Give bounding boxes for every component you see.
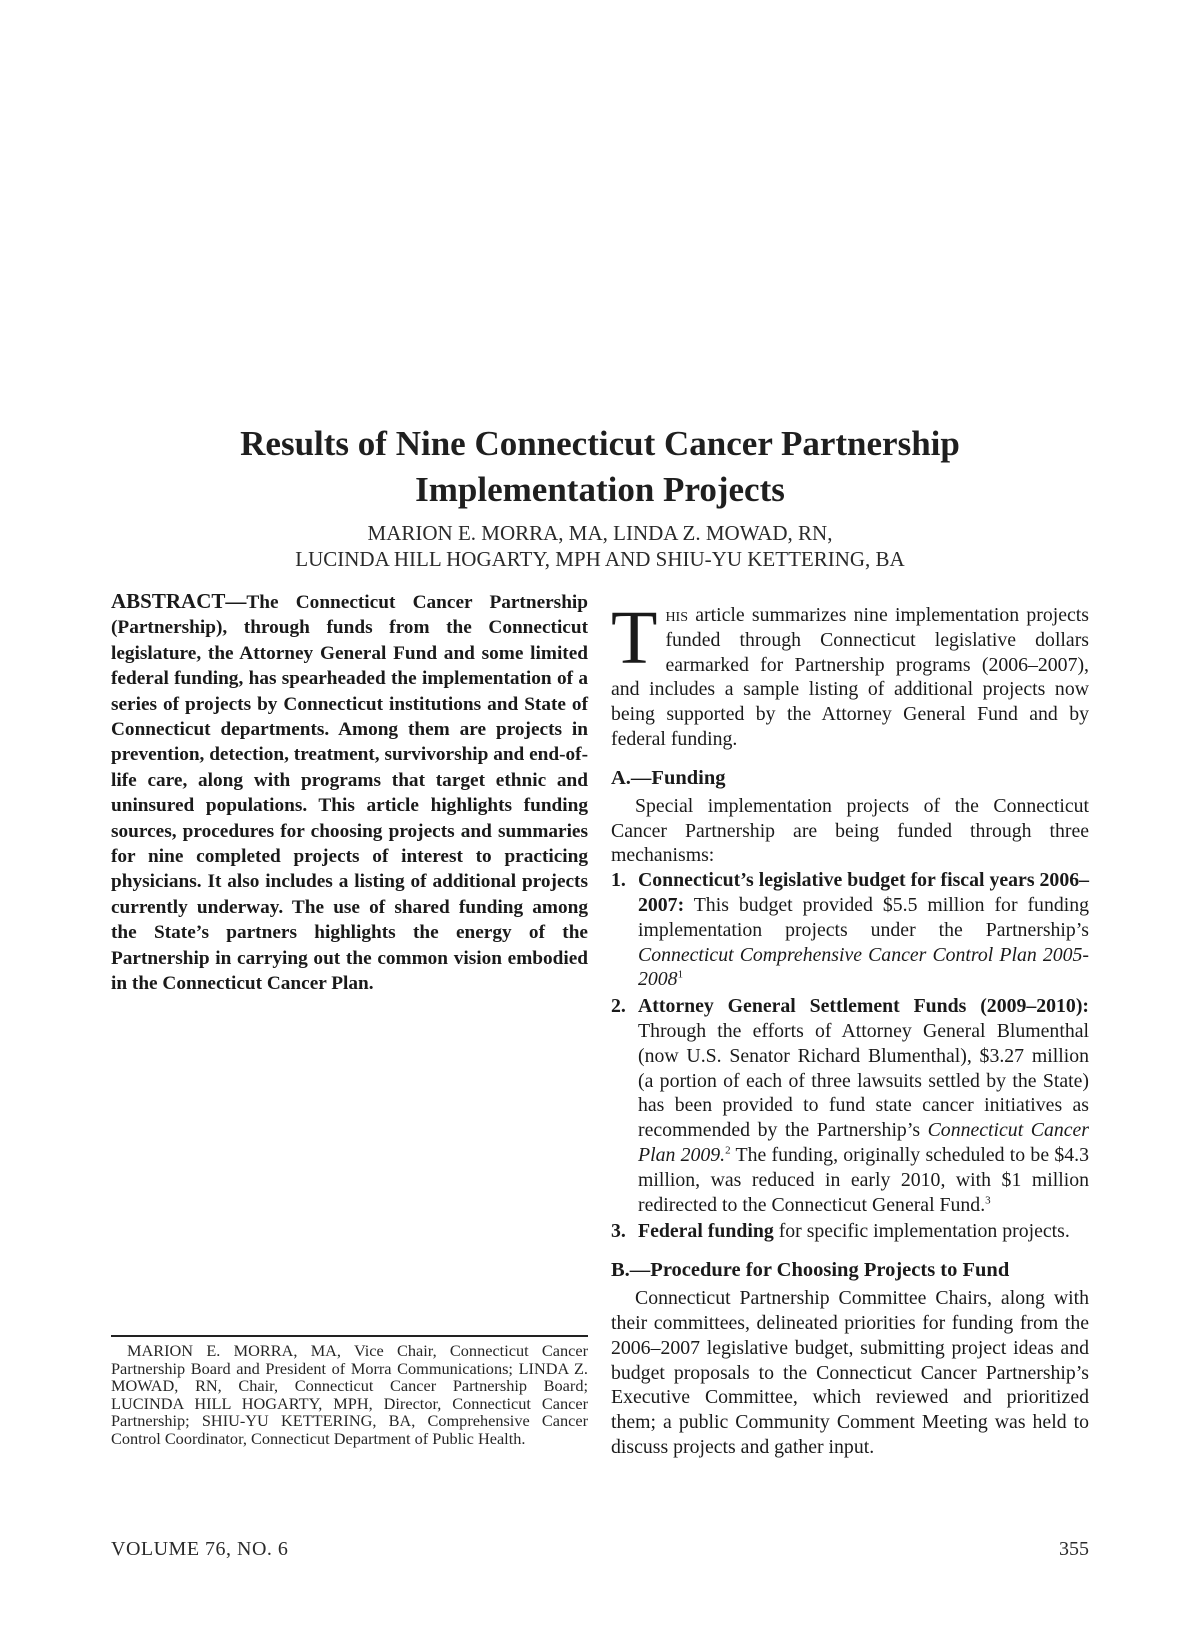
list-item-lead: Connecticut’s legislative budget for fiscal years 2006–2007: [638, 869, 1089, 916]
section-a-intro: Special implementation projects of the Connecticut Cancer Partnership are being funded through three mechanisms: [611, 794, 1089, 867]
citation-sup: 1 [677, 968, 684, 981]
abstract-label: ABSTRACT— [111, 589, 247, 613]
abstract [111, 589, 588, 997]
list-item [611, 868, 1089, 992]
authors-line-2: LUCINDA HILL HOGARTY, MPH AND SHIU-YU KETTERING, BA [295, 547, 905, 571]
author-list [150, 520, 1050, 572]
section-b-heading: B.—Procedure for Choosing Projects to Fund [611, 1259, 1010, 1282]
intro-text: article summarizes nine implementation projects funded through Connecticut legislative dollars earmarked for Partnership programs (2006–2007), and includes a sample listing of additional projects now being supported by the Attorney General Fund and by federal funding. [611, 604, 1089, 750]
list-item-text: This budget provided $5.5 million for funding implementation projects under the Partnership’s [638, 893, 1089, 941]
list-item-italic: Connecticut Comprehensive Cancer Control Plan 2005-2008 [638, 943, 1089, 991]
section-a-heading: A.—Funding [611, 766, 726, 789]
list-item-text: Through the efforts of Attorney General Blumenthal (now U.S. Senator Richard Blumenthal), $3.27 million (a portion of each of three lawsuits settled by the State) has been provided to fund state cancer initiatives as recommended by the Partnership’s [638, 1019, 1089, 1142]
list-item-italic: Connecticut Cancer Plan 2009. [638, 1119, 1090, 1166]
list-item-number: 2. [611, 995, 626, 1018]
footnote-divider [111, 1335, 588, 1337]
journal-volume: VOLUME 76, NO. 6 [111, 1538, 289, 1560]
intro-smallcaps: his [665, 604, 688, 626]
list-item [611, 1219, 1089, 1244]
page-number: 355 [1059, 1538, 1089, 1560]
list-item [611, 994, 1089, 1217]
abstract-text: The Connecticut Cancer Partnership (Partnership), through funds from the Connecticut legislature, the Attorney General Fund and some limited federal funding, has spearheaded the implementation of a series of projects by Connecticut institutions and State of Connecticut departments. Among them are projects in prevention, detection, treatment, survivorship and end-of-life care, along with programs that target ethnic and uninsured populations. This article highlights funding sources, procedures for choosing projects and summaries for nine completed projects of interest to practicing physicians. It also includes a listing of additional projects currently underway. The use of shared funding among the State’s partners highlights the energy of the Partnership in carrying out the common vision embodied in the Connecticut Cancer Plan. [111, 592, 589, 995]
title-line-2: Implementation Projects [415, 470, 785, 510]
author-affiliations-footnote: MARION E. MORRA, MA, Vice Chair, Connecticut Cancer Partnership Board and President of Morra Communications; LINDA Z. MOWAD, RN, Chair, Connecticut Cancer Partnership Board; LUCINDA HILL HOGARTY, MPH, Director, Connecticut Cancer Partnership; SHIU-YU KETTERING, BA, Comprehensive Cancer Control Coordinator, Connecticut Department of Public Health. [111, 1341, 588, 1448]
list-item-text: for specific implementation projects. [773, 1220, 1070, 1243]
citation-sup: 2 [725, 1144, 731, 1157]
article-title [150, 421, 1050, 513]
right-column [611, 596, 1090, 1460]
section-b-paragraph: Connecticut Partnership Committee Chairs, along with their committees, delineated priorities for funding from the 2006–2007 legislative budget, submitting project ideas and budget proposals to the Connecticut Cancer Partnership’s Executive Committee, which reviewed and prioritized them; a public Community Comment Meeting was held to discuss projects and gather input. [611, 1287, 1089, 1458]
citation-sup: 3 [985, 1193, 991, 1206]
title-line-1: Results of Nine Connecticut Cancer Partnership [240, 424, 960, 464]
list-item-lead: Attorney General Settlement Funds (2009–2010): [638, 995, 1089, 1018]
funding-mechanisms-list [611, 868, 1089, 1244]
list-item-number: 3. [611, 1220, 626, 1243]
drop-cap: T [611, 596, 658, 680]
authors-line-1: MARION E. MORRA, MA, LINDA Z. MOWAD, RN, [367, 521, 833, 545]
list-item-number: 1. [611, 869, 626, 892]
left-column [111, 589, 588, 997]
list-item-lead: Federal funding [638, 1220, 774, 1243]
intro-paragraph [611, 596, 1089, 752]
list-item-tail: The funding, originally scheduled to be $4.3 million, was reduced in early 2010, with $1 million redirected to the Connecticut General Fund. [638, 1143, 1089, 1216]
